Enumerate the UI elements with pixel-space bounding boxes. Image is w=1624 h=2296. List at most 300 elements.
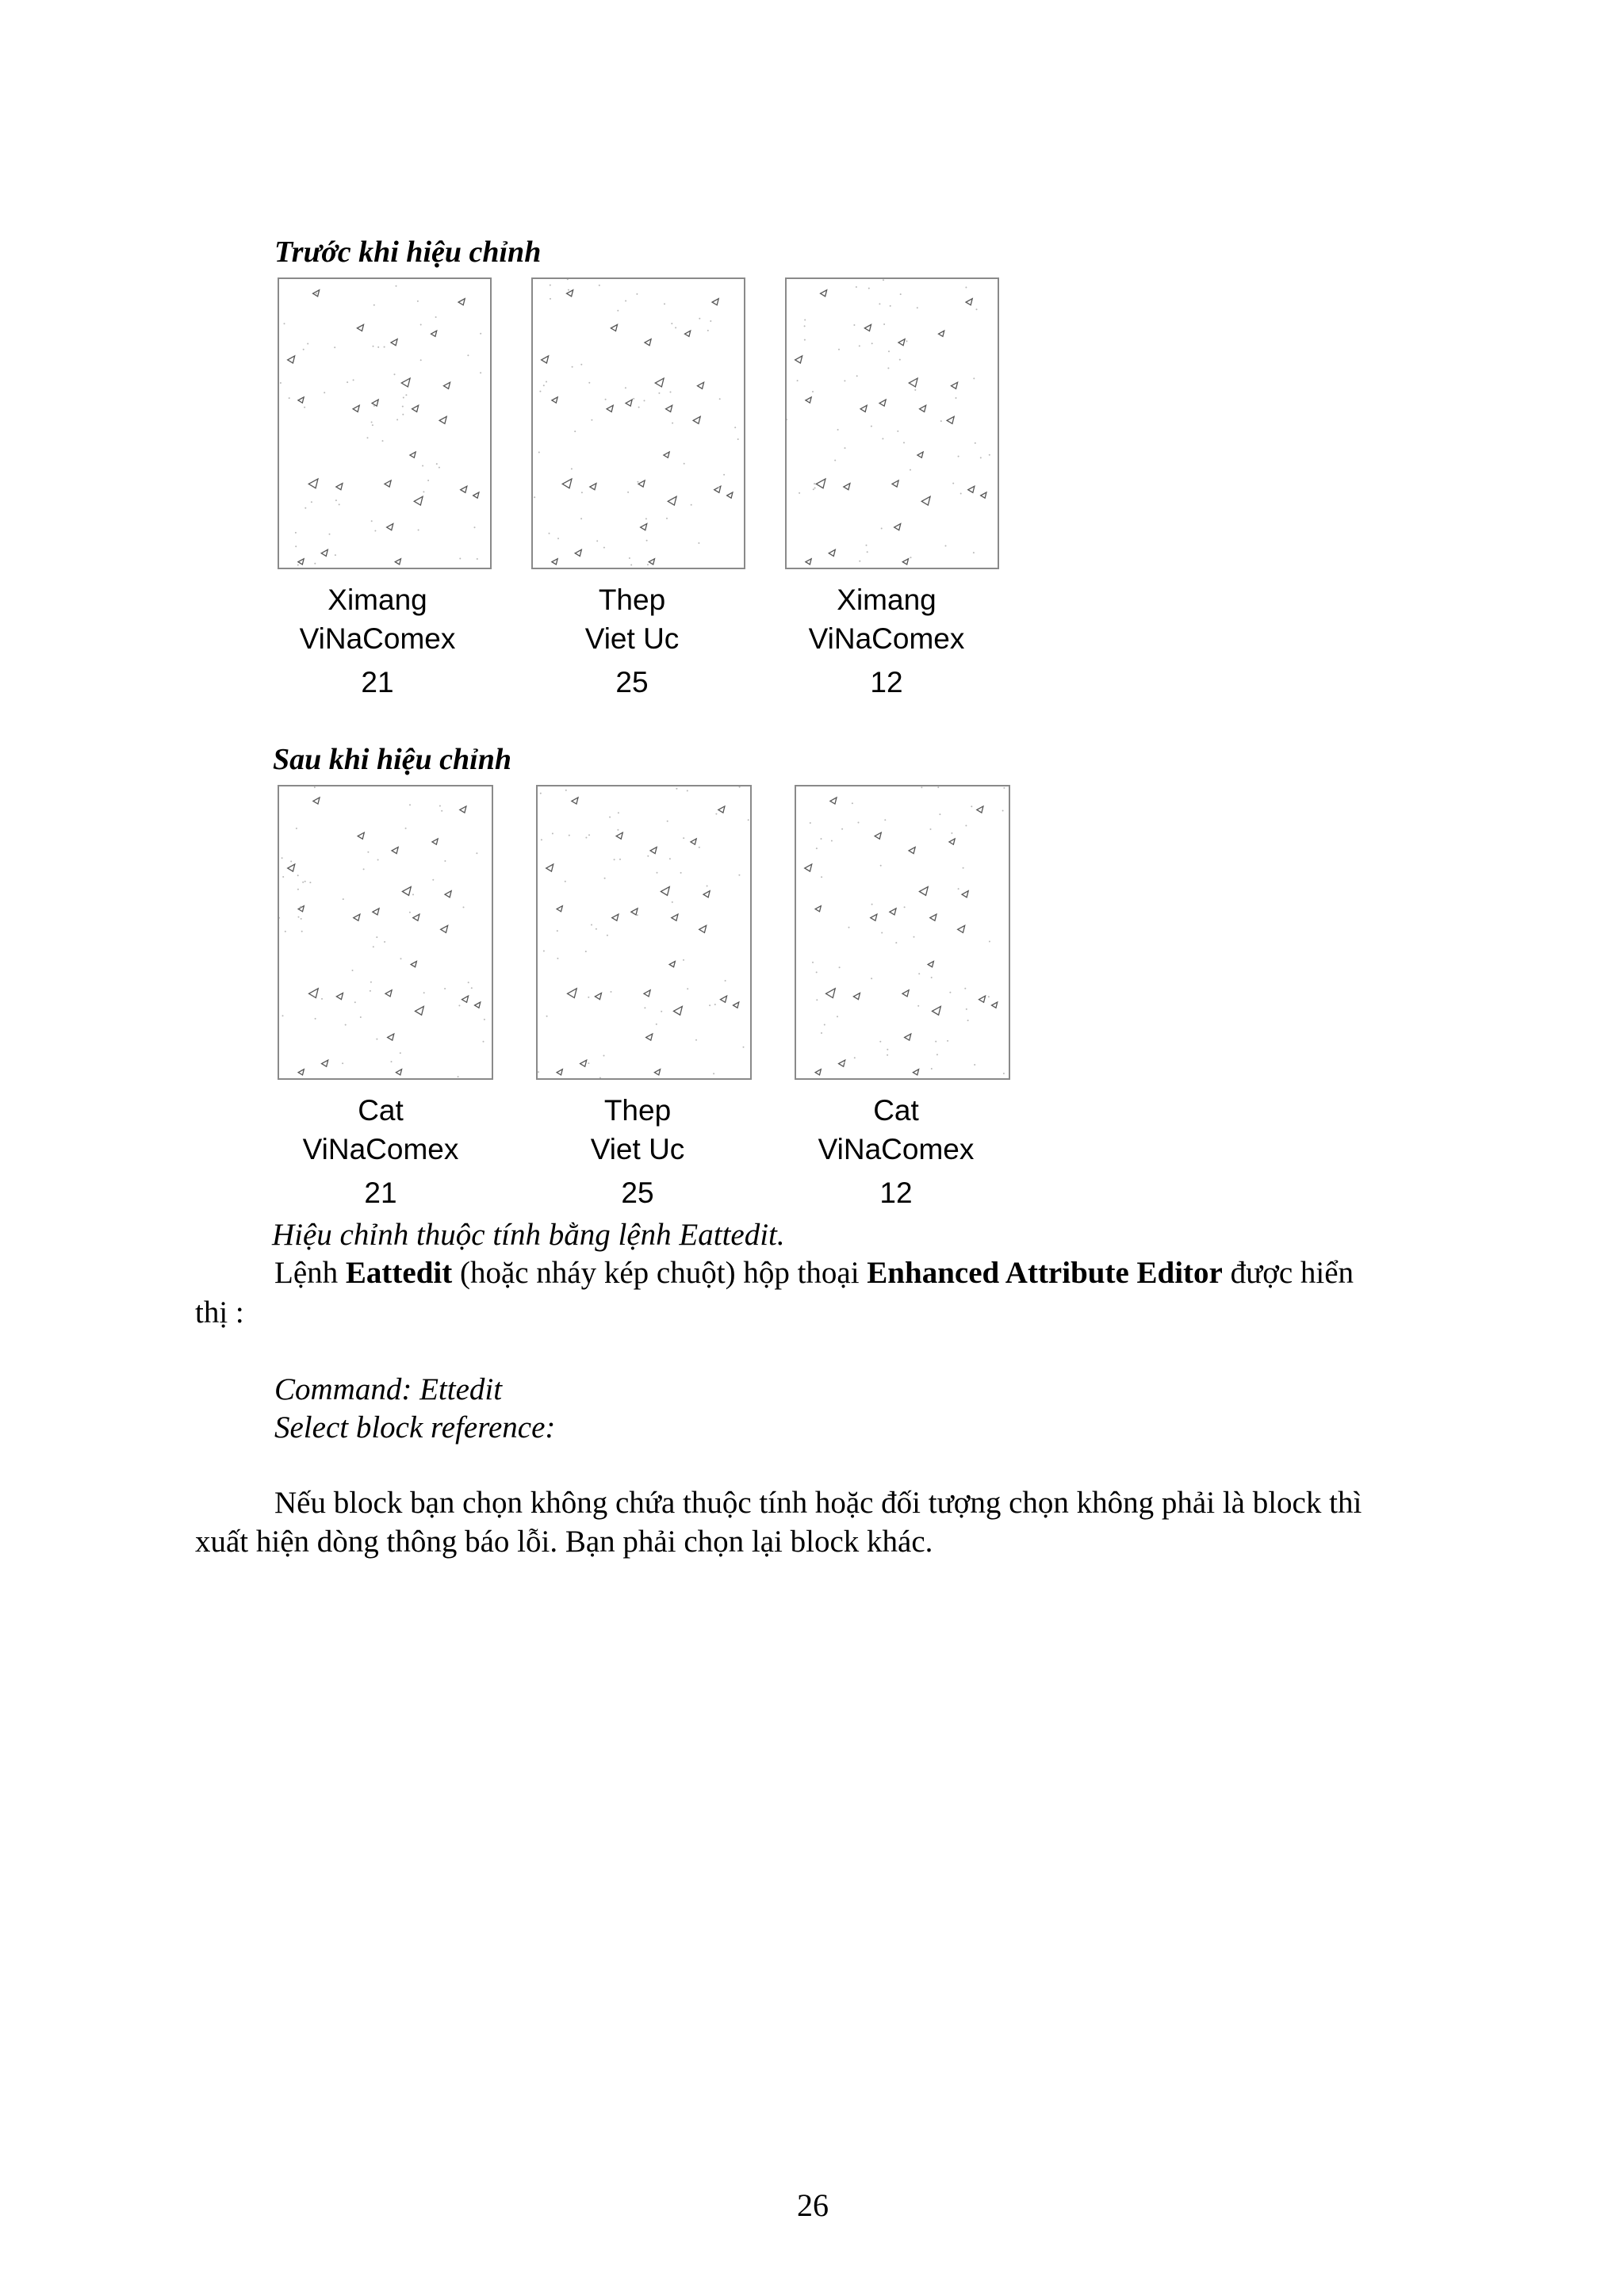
hatch-dot xyxy=(734,427,736,428)
hatch-triangle xyxy=(864,324,871,331)
hatch-dot xyxy=(339,503,340,505)
hatch-dot xyxy=(719,398,721,400)
block-drawing-before-1 xyxy=(278,277,492,569)
page-number: 26 xyxy=(797,2187,829,2223)
hatch-dot xyxy=(541,839,542,840)
hatch-dot xyxy=(552,832,553,834)
hatch-dot xyxy=(409,912,411,913)
hatch-dot xyxy=(975,442,976,444)
hatch-dot xyxy=(619,859,621,860)
hatch-dot xyxy=(914,936,915,938)
hatch-dot xyxy=(352,970,354,971)
hatch-triangle xyxy=(321,549,327,556)
hatch-triangle xyxy=(644,990,650,997)
hatch-dot xyxy=(739,786,741,788)
hatch-dot xyxy=(669,858,671,859)
hatch-dot xyxy=(670,392,672,393)
hatch-triangle xyxy=(473,492,479,498)
hatch-dot xyxy=(695,1039,697,1041)
hatch-dot xyxy=(588,997,589,998)
hatch-triangle xyxy=(829,549,835,556)
hatch-triangle xyxy=(909,848,915,854)
attribute-line: ViNaComex xyxy=(818,1133,975,1165)
hatch-dot xyxy=(949,992,951,993)
hatch-dot xyxy=(812,962,814,963)
block-attributes-after-3 xyxy=(777,1091,1015,1212)
hatch-dot xyxy=(557,958,558,959)
hatch-triangle xyxy=(958,925,965,932)
hatch-dot xyxy=(664,303,665,304)
hatch-dot xyxy=(824,1024,825,1026)
hatch-dot xyxy=(958,456,959,457)
hatch-dot xyxy=(1002,810,1004,812)
hatch-dot xyxy=(904,906,906,908)
paragraph-error-line-2: xuất hiện dòng thông báo lỗi. Bạn phải chọn lại block khác. xyxy=(195,1525,933,1559)
hatch-triangle xyxy=(441,925,448,932)
hatch-triangle xyxy=(439,416,446,423)
hatch-dot xyxy=(367,437,369,438)
hatch-triangle xyxy=(431,331,437,336)
hatch-dot xyxy=(471,987,473,989)
hatch-dot xyxy=(607,935,608,936)
hatch-dot xyxy=(467,354,469,356)
hatch-dot xyxy=(636,293,638,295)
hatch-dot xyxy=(546,381,547,383)
hatch-dot xyxy=(539,391,541,392)
hatch-dot xyxy=(371,520,373,522)
hatch-dot xyxy=(973,552,975,553)
hatch-triangle xyxy=(611,324,617,331)
hatch-dot xyxy=(856,375,858,377)
hatch-triangle xyxy=(875,832,881,839)
hatch-dot xyxy=(304,881,306,882)
hatch-dot xyxy=(804,339,806,341)
hatch-dot xyxy=(599,285,600,286)
hatch-dot xyxy=(976,308,978,310)
hatch-dot xyxy=(871,978,872,979)
hatch-dot xyxy=(321,998,323,1000)
hatch-triangle xyxy=(322,1060,328,1066)
hatch-triangle xyxy=(401,378,410,387)
hatch-pattern xyxy=(279,279,490,568)
hatch-dot xyxy=(821,1032,822,1034)
hatch-dot xyxy=(625,300,626,302)
hatch-dot xyxy=(569,835,570,836)
hatch-dot xyxy=(657,872,658,874)
hatch-dot xyxy=(661,1011,662,1012)
hatch-dot xyxy=(279,917,280,919)
hatch-dot xyxy=(546,1016,548,1017)
hatch-dot xyxy=(707,330,709,331)
hatch-triangle xyxy=(388,1034,394,1040)
hatch-triangle xyxy=(795,356,802,363)
hatch-dot xyxy=(647,564,649,565)
hatch-dot xyxy=(737,438,739,440)
hatch-dot xyxy=(918,973,920,974)
block-drawing-before-3 xyxy=(785,277,999,569)
hatch-dot xyxy=(804,325,806,327)
hatch-triangle xyxy=(806,559,811,564)
hatch-triangle xyxy=(913,1070,918,1075)
hatch-triangle xyxy=(298,1070,304,1075)
hatch-dot xyxy=(441,810,442,812)
hatch-dot xyxy=(373,304,375,306)
hatch-triangle xyxy=(826,989,836,998)
hatch-dot xyxy=(304,407,305,408)
hatch-triangle xyxy=(641,524,647,530)
hatch-dot xyxy=(675,327,676,328)
hatch-dot xyxy=(557,538,559,539)
hatch-dot xyxy=(854,1057,856,1058)
hatch-triangle xyxy=(977,806,983,813)
hatch-dot xyxy=(1003,1073,1005,1074)
hatch-dot xyxy=(952,483,954,484)
hatch-triangle xyxy=(650,848,657,854)
attribute-line: ViNaComex xyxy=(299,622,456,655)
hatch-triangle xyxy=(461,486,467,492)
hatch-triangle xyxy=(816,479,825,488)
hatch-dot xyxy=(296,828,297,829)
hatch-dot xyxy=(930,828,932,830)
hatch-dot xyxy=(881,528,883,530)
attribute-line: Viet Uc xyxy=(590,1133,685,1165)
hatch-triangle xyxy=(595,993,601,1000)
hatch-triangle xyxy=(920,405,926,411)
hatch-dot xyxy=(707,886,708,887)
hatch-dot xyxy=(354,1001,356,1003)
hatch-dot xyxy=(883,279,884,281)
paragraph-error-line-1: Nếu block bạn chọn không chứa thuộc tính hoặc đối tượng chọn không phải là block thì xyxy=(274,1486,1362,1520)
hatch-dot xyxy=(897,430,898,432)
hatch-dot xyxy=(974,1064,975,1066)
hatch-dot xyxy=(540,793,542,794)
hatch-dot xyxy=(709,1004,710,1006)
hatch-dot xyxy=(373,346,374,347)
hatch-dot xyxy=(435,316,437,318)
hatch-dot xyxy=(656,1024,657,1025)
hatch-dot xyxy=(591,924,592,926)
hatch-dot xyxy=(903,442,905,443)
hatch-dot xyxy=(571,468,573,469)
hatch-dot xyxy=(797,380,799,381)
hatch-dot xyxy=(603,1055,605,1057)
hatch-dot xyxy=(474,526,476,528)
hatch-triangle xyxy=(917,452,923,457)
hatch-triangle xyxy=(672,914,678,920)
hatch-triangle xyxy=(567,290,573,297)
hatch-dot xyxy=(723,474,725,476)
hatch-dot xyxy=(699,318,700,320)
hatch-dot xyxy=(609,817,611,818)
hatch-triangle xyxy=(666,405,672,411)
hatch-dot xyxy=(871,426,872,427)
hatch-triangle xyxy=(313,798,320,804)
hatch-triangle xyxy=(921,496,930,505)
hatch-triangle xyxy=(462,996,468,1002)
hatch-dot xyxy=(666,518,668,519)
hatch-dot xyxy=(468,982,469,983)
hatch-dot xyxy=(282,857,283,859)
hatch-dot xyxy=(280,382,282,384)
hatch-dot xyxy=(458,1076,459,1077)
hatch-triangle xyxy=(669,962,675,967)
hatch-dot xyxy=(550,298,551,300)
hatch-triangle xyxy=(631,909,638,915)
hatch-dot xyxy=(376,1039,377,1040)
hatch-dot xyxy=(403,397,404,399)
hatch-dot xyxy=(699,847,700,848)
hatch-dot xyxy=(295,545,297,547)
attribute-line: 21 xyxy=(361,666,394,698)
hatch-triangle xyxy=(844,484,850,490)
hatch-triangle xyxy=(892,480,898,487)
hatch-dot xyxy=(384,941,385,943)
hatch-dot xyxy=(282,876,284,878)
hatch-dot xyxy=(367,851,369,853)
hatch-dot xyxy=(483,1041,485,1043)
hatch-dot xyxy=(743,1047,745,1048)
hatch-triangle xyxy=(712,299,718,305)
hatch-dot xyxy=(373,405,375,407)
hatch-dot xyxy=(557,930,558,932)
hatch-dot xyxy=(394,373,396,375)
hatch-pattern xyxy=(279,786,492,1078)
hatch-dot xyxy=(867,551,868,553)
block-attributes-after-1 xyxy=(262,1091,500,1212)
hatch-dot xyxy=(683,837,684,839)
hatch-dot xyxy=(715,813,717,815)
hatch-triangle xyxy=(412,405,419,411)
attribute-line: 25 xyxy=(615,666,649,698)
hatch-dot xyxy=(360,1016,362,1018)
hatch-dot xyxy=(588,834,590,836)
hatch-dot xyxy=(638,407,640,408)
hatch-dot xyxy=(342,1062,343,1064)
hatch-triangle xyxy=(718,806,725,813)
hatch-triangle xyxy=(557,906,562,912)
hatch-dot xyxy=(676,788,677,790)
hatch-triangle xyxy=(353,405,359,411)
block-drawing-after-3 xyxy=(795,785,1010,1080)
hatch-dot xyxy=(420,359,422,361)
hatch-dot xyxy=(363,868,365,870)
hatch-dot xyxy=(617,829,619,831)
hatch-triangle xyxy=(879,400,886,406)
hatch-dot xyxy=(427,480,429,481)
hatch-dot xyxy=(314,786,316,788)
hatch-triangle xyxy=(402,887,411,896)
hatch-dot xyxy=(821,838,822,840)
hatch-triangle xyxy=(805,864,812,871)
hatch-dot xyxy=(691,504,692,506)
hatch-dot xyxy=(837,1016,838,1017)
hatch-triangle xyxy=(981,492,986,498)
hatch-dot xyxy=(882,438,883,439)
hatch-triangle xyxy=(373,909,379,915)
hatch-triangle xyxy=(557,1070,562,1075)
hatch-dot xyxy=(810,822,811,824)
hatch-dot xyxy=(658,392,660,394)
hatch-triangle xyxy=(372,400,378,406)
hatch-dot xyxy=(980,457,982,458)
hatch-dot xyxy=(899,359,901,361)
hatch-dot xyxy=(617,310,619,312)
hatch-dot xyxy=(581,492,583,493)
hatch-pattern xyxy=(787,279,998,568)
hatch-dot xyxy=(373,946,374,947)
command-line-2: Select block reference: xyxy=(274,1410,556,1445)
hatch-dot xyxy=(859,345,860,346)
block-drawing-after-1 xyxy=(278,785,493,1080)
hatch-dot xyxy=(856,286,857,288)
attribute-line: Cat xyxy=(358,1094,404,1127)
hatch-dot xyxy=(614,859,615,860)
hatch-dot xyxy=(687,988,688,989)
hatch-dot xyxy=(672,423,673,424)
hatch-dot xyxy=(334,346,335,348)
hatch-triangle xyxy=(727,492,733,498)
text-run: Lệnh xyxy=(274,1256,346,1290)
block-attributes-before-1 xyxy=(259,580,496,702)
hatch-dot xyxy=(936,1054,938,1055)
hatch-dot xyxy=(921,786,922,788)
hatch-dot xyxy=(816,848,818,849)
hatch-dot xyxy=(858,822,860,824)
block-drawing-before-2 xyxy=(531,277,745,569)
hatch-dot xyxy=(900,293,902,295)
hatch-dot xyxy=(988,996,990,997)
hatch-dot xyxy=(879,1041,881,1043)
attribute-line: 25 xyxy=(621,1177,654,1209)
hatch-dot xyxy=(382,440,384,442)
attribute-line: Cat xyxy=(873,1094,919,1127)
hatch-dot xyxy=(418,530,419,531)
hatch-dot xyxy=(400,1052,401,1054)
hatch-dot xyxy=(683,959,684,961)
hatch-triangle xyxy=(699,925,707,932)
hatch-triangle xyxy=(607,405,613,411)
hatch-dot xyxy=(645,518,647,519)
hatch-dot xyxy=(376,936,377,938)
hatch-dot xyxy=(931,1068,933,1070)
hatch-dot xyxy=(813,488,814,490)
hatch-triangle xyxy=(546,864,553,871)
attribute-line: 21 xyxy=(364,1177,397,1209)
hatch-dot xyxy=(307,343,308,345)
hatch-dot xyxy=(315,1018,316,1020)
hatch-dot xyxy=(917,1005,919,1007)
hatch-dot xyxy=(300,906,301,908)
block-attributes-before-2 xyxy=(513,580,751,702)
hatch-dot xyxy=(345,1024,347,1026)
hatch-dot xyxy=(444,988,446,989)
hatch-dot xyxy=(718,487,720,488)
hatch-triangle xyxy=(580,1060,587,1066)
hatch-dot xyxy=(644,400,645,401)
hatch-dot xyxy=(565,881,566,882)
hatch-dot xyxy=(844,1062,845,1063)
hatch-dot xyxy=(710,320,711,322)
attribute-line: 12 xyxy=(879,1177,913,1209)
hatch-triangle xyxy=(432,839,438,844)
hatch-triangle xyxy=(890,909,896,915)
hatch-dot xyxy=(605,399,607,400)
hatch-triangle xyxy=(354,914,360,920)
hatch-dot xyxy=(881,932,883,934)
hatch-dot xyxy=(853,324,855,326)
hatch-triangle xyxy=(336,484,343,490)
hatch-triangle xyxy=(626,400,632,406)
hatch-pattern xyxy=(796,786,1009,1078)
hatch-dot xyxy=(951,832,952,834)
hatch-triangle xyxy=(685,331,691,336)
hatch-dot xyxy=(814,483,815,484)
hatch-triangle xyxy=(697,382,703,388)
hatch-dot xyxy=(343,898,344,900)
hatch-dot xyxy=(412,894,414,895)
hatch-dot xyxy=(644,1007,645,1008)
hatch-dot xyxy=(302,882,304,883)
attribute-line: Thep xyxy=(598,584,666,616)
attribute-line: ViNaComex xyxy=(302,1133,459,1165)
hatch-dot xyxy=(629,557,630,559)
hatch-triangle xyxy=(443,382,450,388)
hatch-dot xyxy=(964,988,966,989)
hatch-dot xyxy=(347,381,348,383)
hatch-dot xyxy=(314,563,316,564)
hatch-dot xyxy=(534,496,535,498)
hatch-triangle xyxy=(654,1070,660,1075)
hatch-triangle xyxy=(358,832,364,839)
hatch-dot xyxy=(458,1004,460,1006)
hatch-dot xyxy=(289,397,290,399)
hatch-dot xyxy=(890,305,891,307)
hatch-dot xyxy=(910,557,912,558)
hatch-dot xyxy=(837,429,839,430)
attribute-line: Viet Uc xyxy=(584,622,680,655)
hatch-triangle xyxy=(572,798,578,804)
hatch-triangle xyxy=(308,479,318,488)
hatch-triangle xyxy=(905,1034,911,1040)
before-heading: Trước khi hiệu chỉnh xyxy=(274,235,542,269)
hatch-triangle xyxy=(460,806,466,813)
hatch-triangle xyxy=(992,1002,998,1008)
hatch-triangle xyxy=(396,1070,401,1075)
hatch-dot xyxy=(301,918,302,920)
hatch-dot xyxy=(698,542,699,544)
hatch-triangle xyxy=(919,887,928,896)
hatch-triangle xyxy=(839,1060,845,1066)
hatch-dot xyxy=(672,901,673,903)
hatch-triangle xyxy=(385,990,392,997)
hatch-triangle xyxy=(821,290,827,297)
hatch-triangle xyxy=(947,416,954,423)
hatch-dot xyxy=(309,882,311,883)
hatch-dot xyxy=(538,452,540,453)
hatch-dot xyxy=(480,372,481,373)
hatch-dot xyxy=(396,285,397,287)
hatch-dot xyxy=(939,813,940,815)
text-run: (hoặc nháy kép chuột) hộp thoại xyxy=(452,1256,868,1290)
hatch-dot xyxy=(848,927,850,928)
hatch-dot xyxy=(906,340,908,342)
hatch-dot xyxy=(588,1062,589,1064)
hatch-dot xyxy=(947,1040,948,1042)
hatch-triangle xyxy=(933,1006,941,1015)
hatch-triangle xyxy=(655,378,664,387)
hatch-dot xyxy=(816,971,818,973)
hatch-triangle xyxy=(661,887,669,896)
